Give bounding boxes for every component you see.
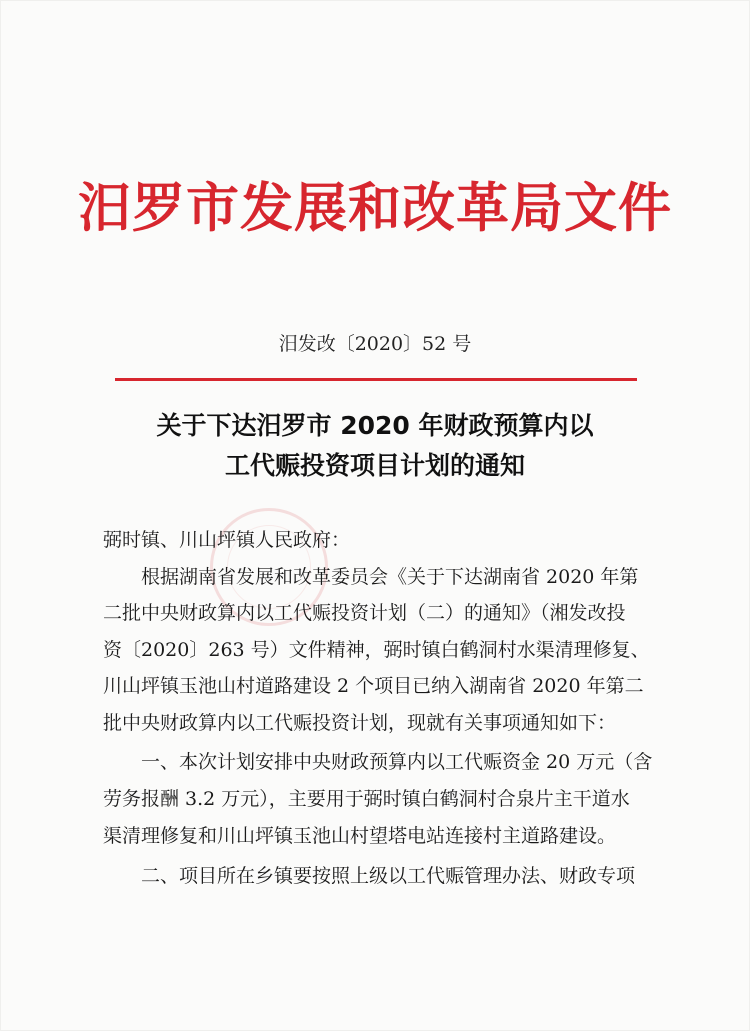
body-line-1: 根据湖南省发展和改革委员会《关于下达湖南省 2020 年第 — [103, 566, 639, 588]
notice-title-line-1: 关于下达汨罗市 2020 年财政预算内以 — [156, 411, 594, 440]
body-line-9: 二、项目所在乡镇要按照上级以工代赈管理办法、财政专项 — [103, 865, 636, 887]
document-number: 汨发改〔2020〕52 号 — [278, 333, 472, 355]
addressee: 弼时镇、川山坪镇人民政府： — [103, 529, 351, 551]
body-line-6: 一、本次计划安排中央财政预算内以工代赈资金 20 万元（含 — [103, 751, 653, 773]
notice-title-line-2: 工代赈投资项目计划的通知 — [224, 451, 525, 480]
body-line-2: 二批中央财政算内以工代赈投资计划（二）的通知》（湘发改投 — [103, 602, 626, 624]
body-line-4: 川山坪镇玉池山村道路建设 2 个项目已纳入湖南省 2020 年第二 — [103, 675, 644, 697]
red-separator-line — [115, 378, 637, 381]
body-line-7: 劳务报酬 3.2 万元），主要用于弼时镇白鹤洞村合泉片主干道水 — [103, 788, 630, 810]
body-line-3: 资〔2020〕263 号）文件精神，弼时镇白鹤洞村水渠清理修复、 — [103, 639, 650, 661]
body-line-8: 渠清理修复和川山坪镇玉池山村望塔电站连接村主道路建设。 — [103, 825, 617, 847]
masthead-title: 汨罗市发展和改革局文件 — [78, 177, 672, 239]
body-line-5: 批中央财政算内以工代赈投资计划，现就有关事项通知如下： — [103, 712, 617, 734]
